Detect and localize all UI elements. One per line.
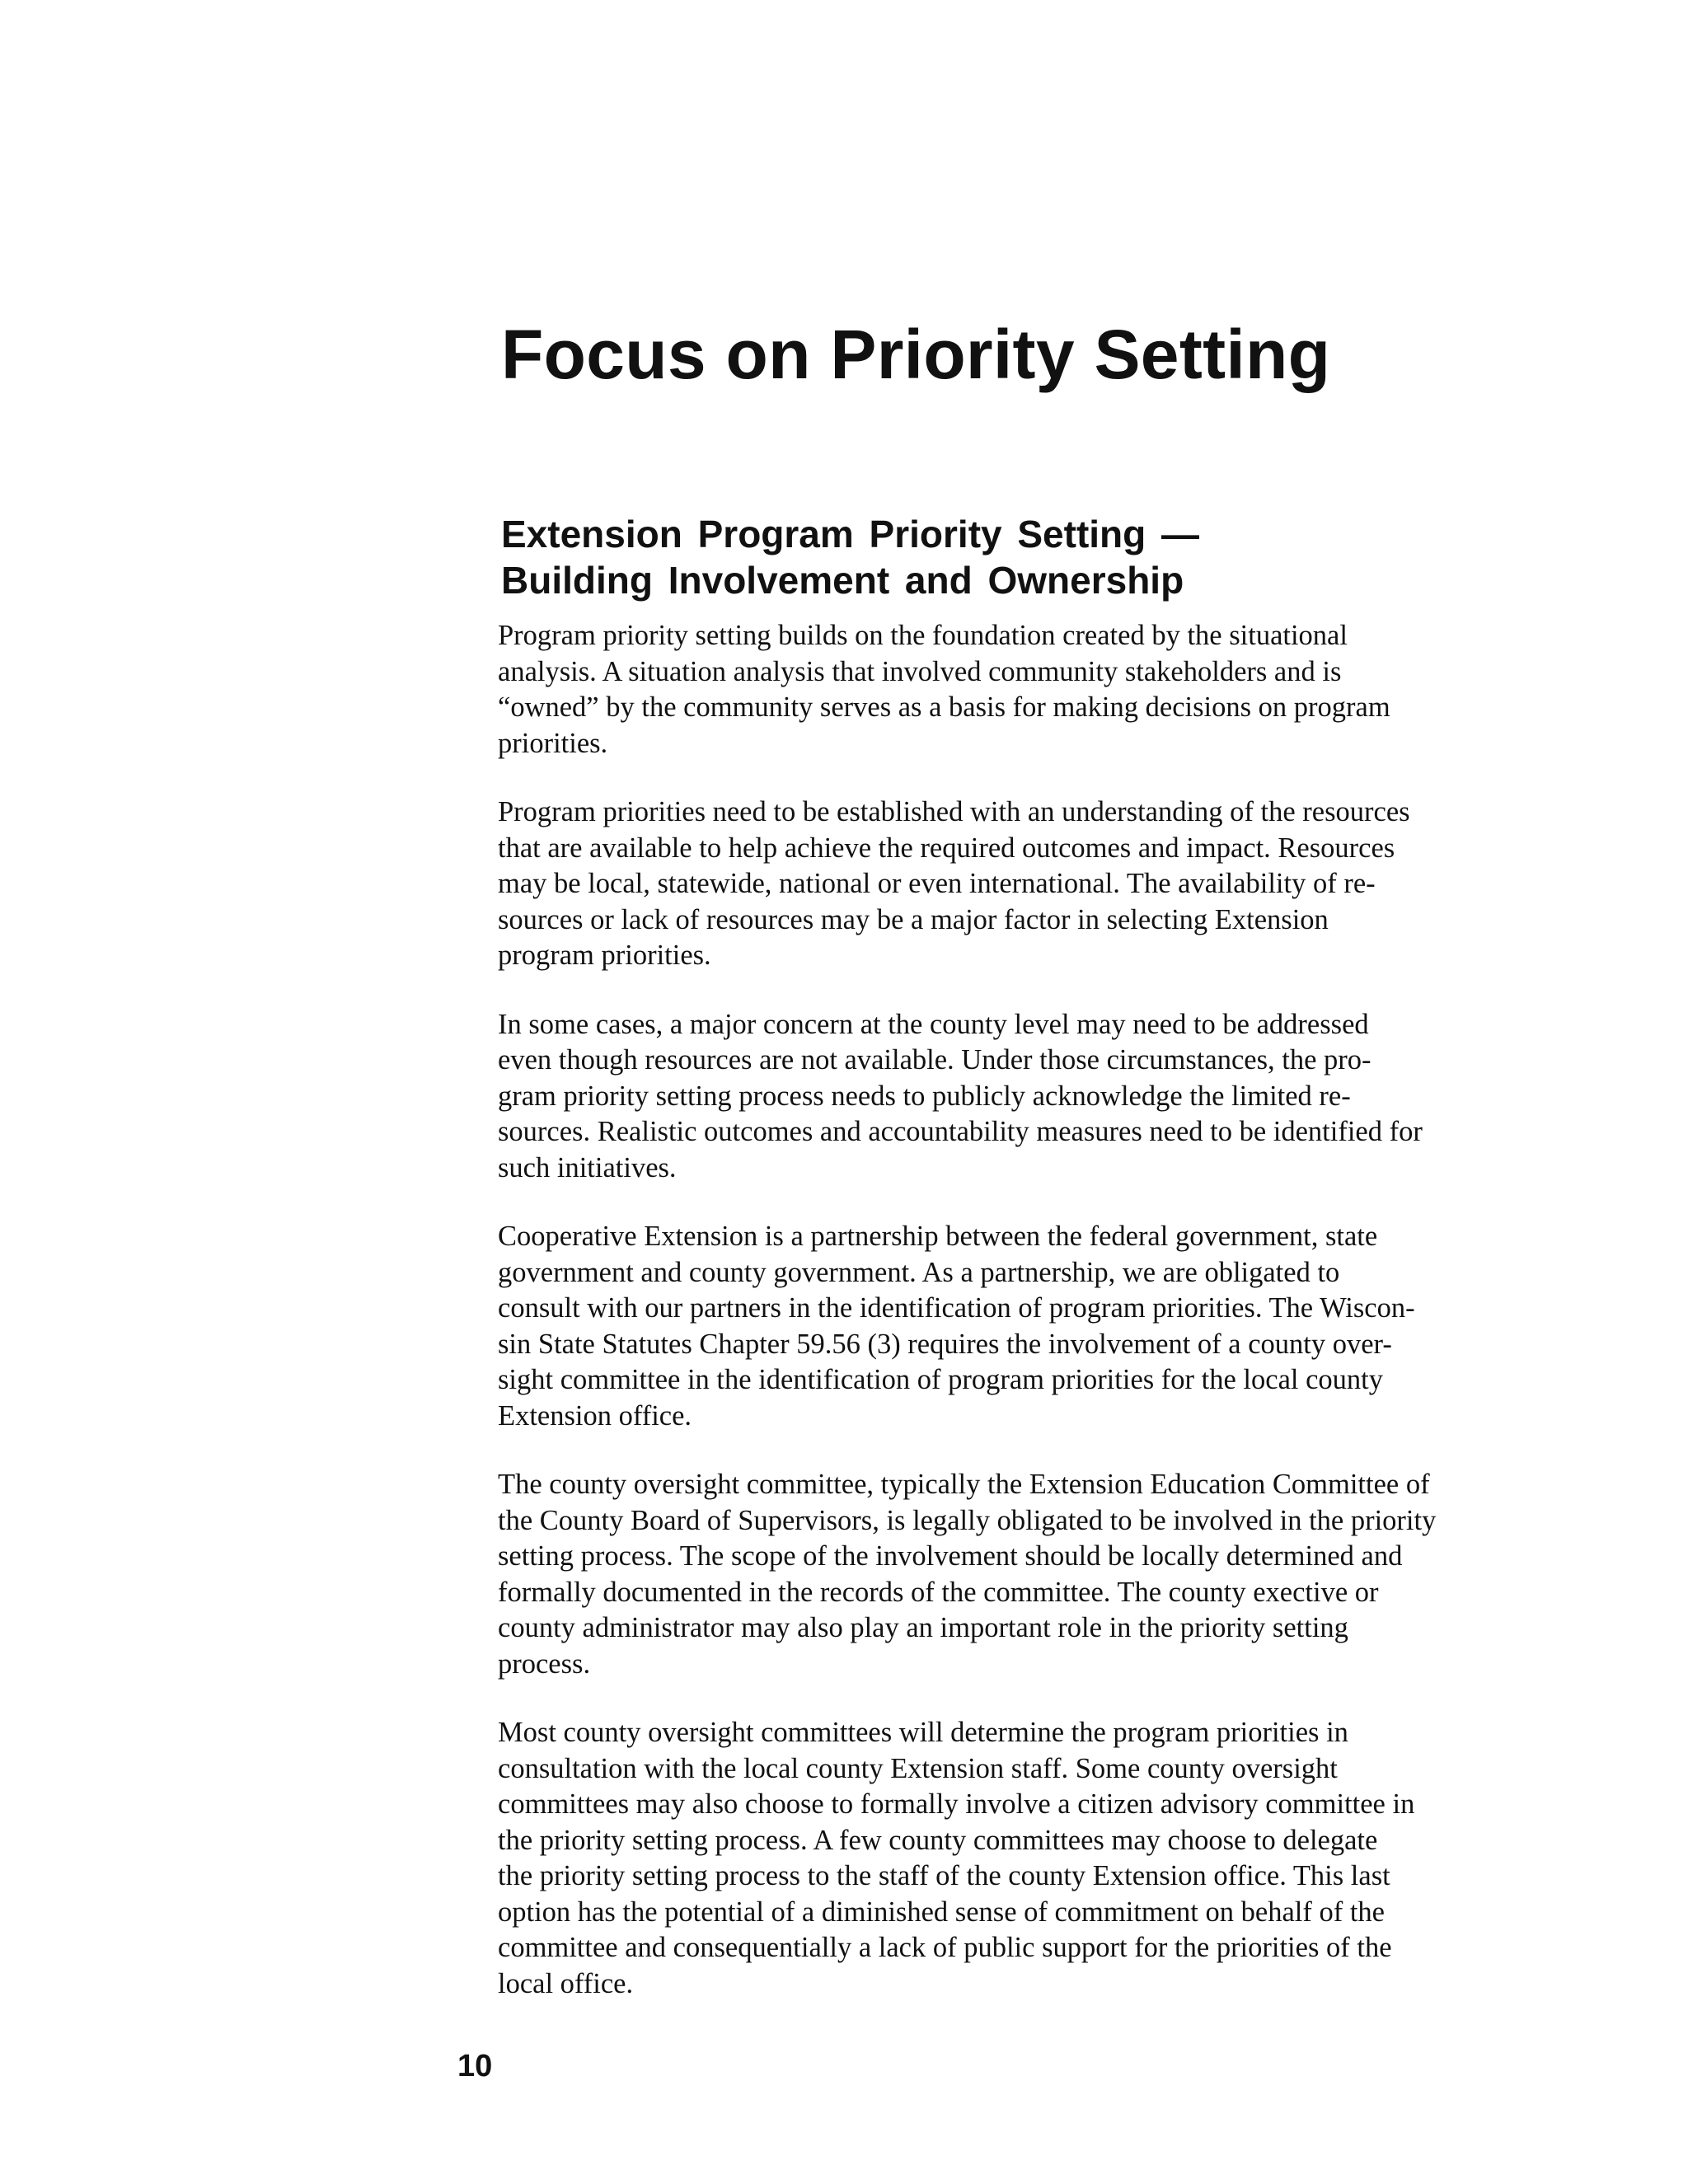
text-line: committees may also choose to formally involve a citizen advisory committee in <box>498 1788 1415 1820</box>
section-heading <box>501 511 1199 603</box>
text-line: government and county government. As a partnership, we are obligated to <box>498 1256 1340 1288</box>
text-line: process. <box>498 1647 591 1680</box>
text-line: formally documented in the records of the committee. The county exective or <box>498 1576 1379 1608</box>
paragraph-2 <box>498 794 1487 974</box>
text-line: Program priorities need to be established with an understanding of the resources <box>498 796 1410 827</box>
text-line: Extension office. <box>498 1399 692 1432</box>
text-line: even though resources are not available. Under those circumstances, the pro- <box>498 1044 1372 1076</box>
text-line: program priorities. <box>498 940 711 971</box>
text-line: that are available to help achieve the required outcomes and impact. Resources <box>498 832 1395 864</box>
page-title: Focus on Priority Setting <box>501 316 1331 393</box>
page-number: 10 <box>457 2049 493 2083</box>
paragraph-3 <box>498 1007 1487 1187</box>
paragraph-6 <box>498 1715 1487 2002</box>
body-text <box>498 618 1487 2035</box>
text-line: “owned” by the community serves as a basis for making decisions on program <box>498 691 1390 723</box>
text-line: Program priority setting builds on the foundation created by the situational <box>498 620 1348 651</box>
text-line: sources or lack of resources may be a major factor in selecting Extension <box>498 903 1329 935</box>
text-line: consultation with the local county Extension staff. Some county oversight <box>498 1752 1338 1784</box>
paragraph-1 <box>498 618 1487 762</box>
text-line: county administrator may also play an important role in the priority setting <box>498 1612 1348 1643</box>
text-line: sin State Statutes Chapter 59.56 (3) requires the involvement of a county over- <box>498 1328 1392 1360</box>
text-line: priorities. <box>498 727 608 759</box>
text-line: sources. Realistic outcomes and accountability measures need to be identified for <box>498 1116 1423 1147</box>
text-line: such initiatives. <box>498 1151 677 1183</box>
text-line: consult with our partners in the identification of program priorities. The Wiscon- <box>498 1292 1415 1324</box>
text-line: Most county oversight committees will determine the program priorities in <box>498 1717 1348 1748</box>
text-line: the County Board of Supervisors, is legally obligated to be involved in the priority <box>498 1504 1437 1536</box>
text-line: the priority setting process. A few county committees may choose to delegate <box>498 1824 1378 1856</box>
text-line: local office. <box>498 1967 634 1999</box>
text-line: gram priority setting process needs to publicly acknowledge the limited re- <box>498 1080 1351 1112</box>
text-line: may be local, statewide, national or even international. The availability of re- <box>498 868 1376 899</box>
text-line: option has the potential of a diminished sense of commitment on behalf of the <box>498 1896 1385 1928</box>
text-line: setting process. The scope of the involvement should be locally determined and <box>498 1540 1403 1572</box>
text-line: The county oversight committee, typically the Extension Education Committee of <box>498 1469 1430 1500</box>
text-line: sight committee in the identification of program priorities for the local county <box>498 1364 1383 1395</box>
paragraph-5 <box>498 1467 1487 1682</box>
section-heading-line-2: Building Involvement and Ownership <box>501 559 1184 602</box>
text-line: In some cases, a major concern at the county level may need to be addressed <box>498 1008 1369 1040</box>
section-heading-line-1: Extension Program Priority Setting — <box>501 513 1200 555</box>
text-line: the priority setting process to the staff of the county Extension office. This last <box>498 1860 1390 1891</box>
text-line: Cooperative Extension is a partnership between the federal government, state <box>498 1221 1378 1252</box>
paragraph-4 <box>498 1219 1487 1434</box>
text-line: committee and consequentially a lack of public support for the priorities of the <box>498 1932 1392 1963</box>
text-line: analysis. A situation analysis that involved community stakeholders and is <box>498 655 1342 687</box>
